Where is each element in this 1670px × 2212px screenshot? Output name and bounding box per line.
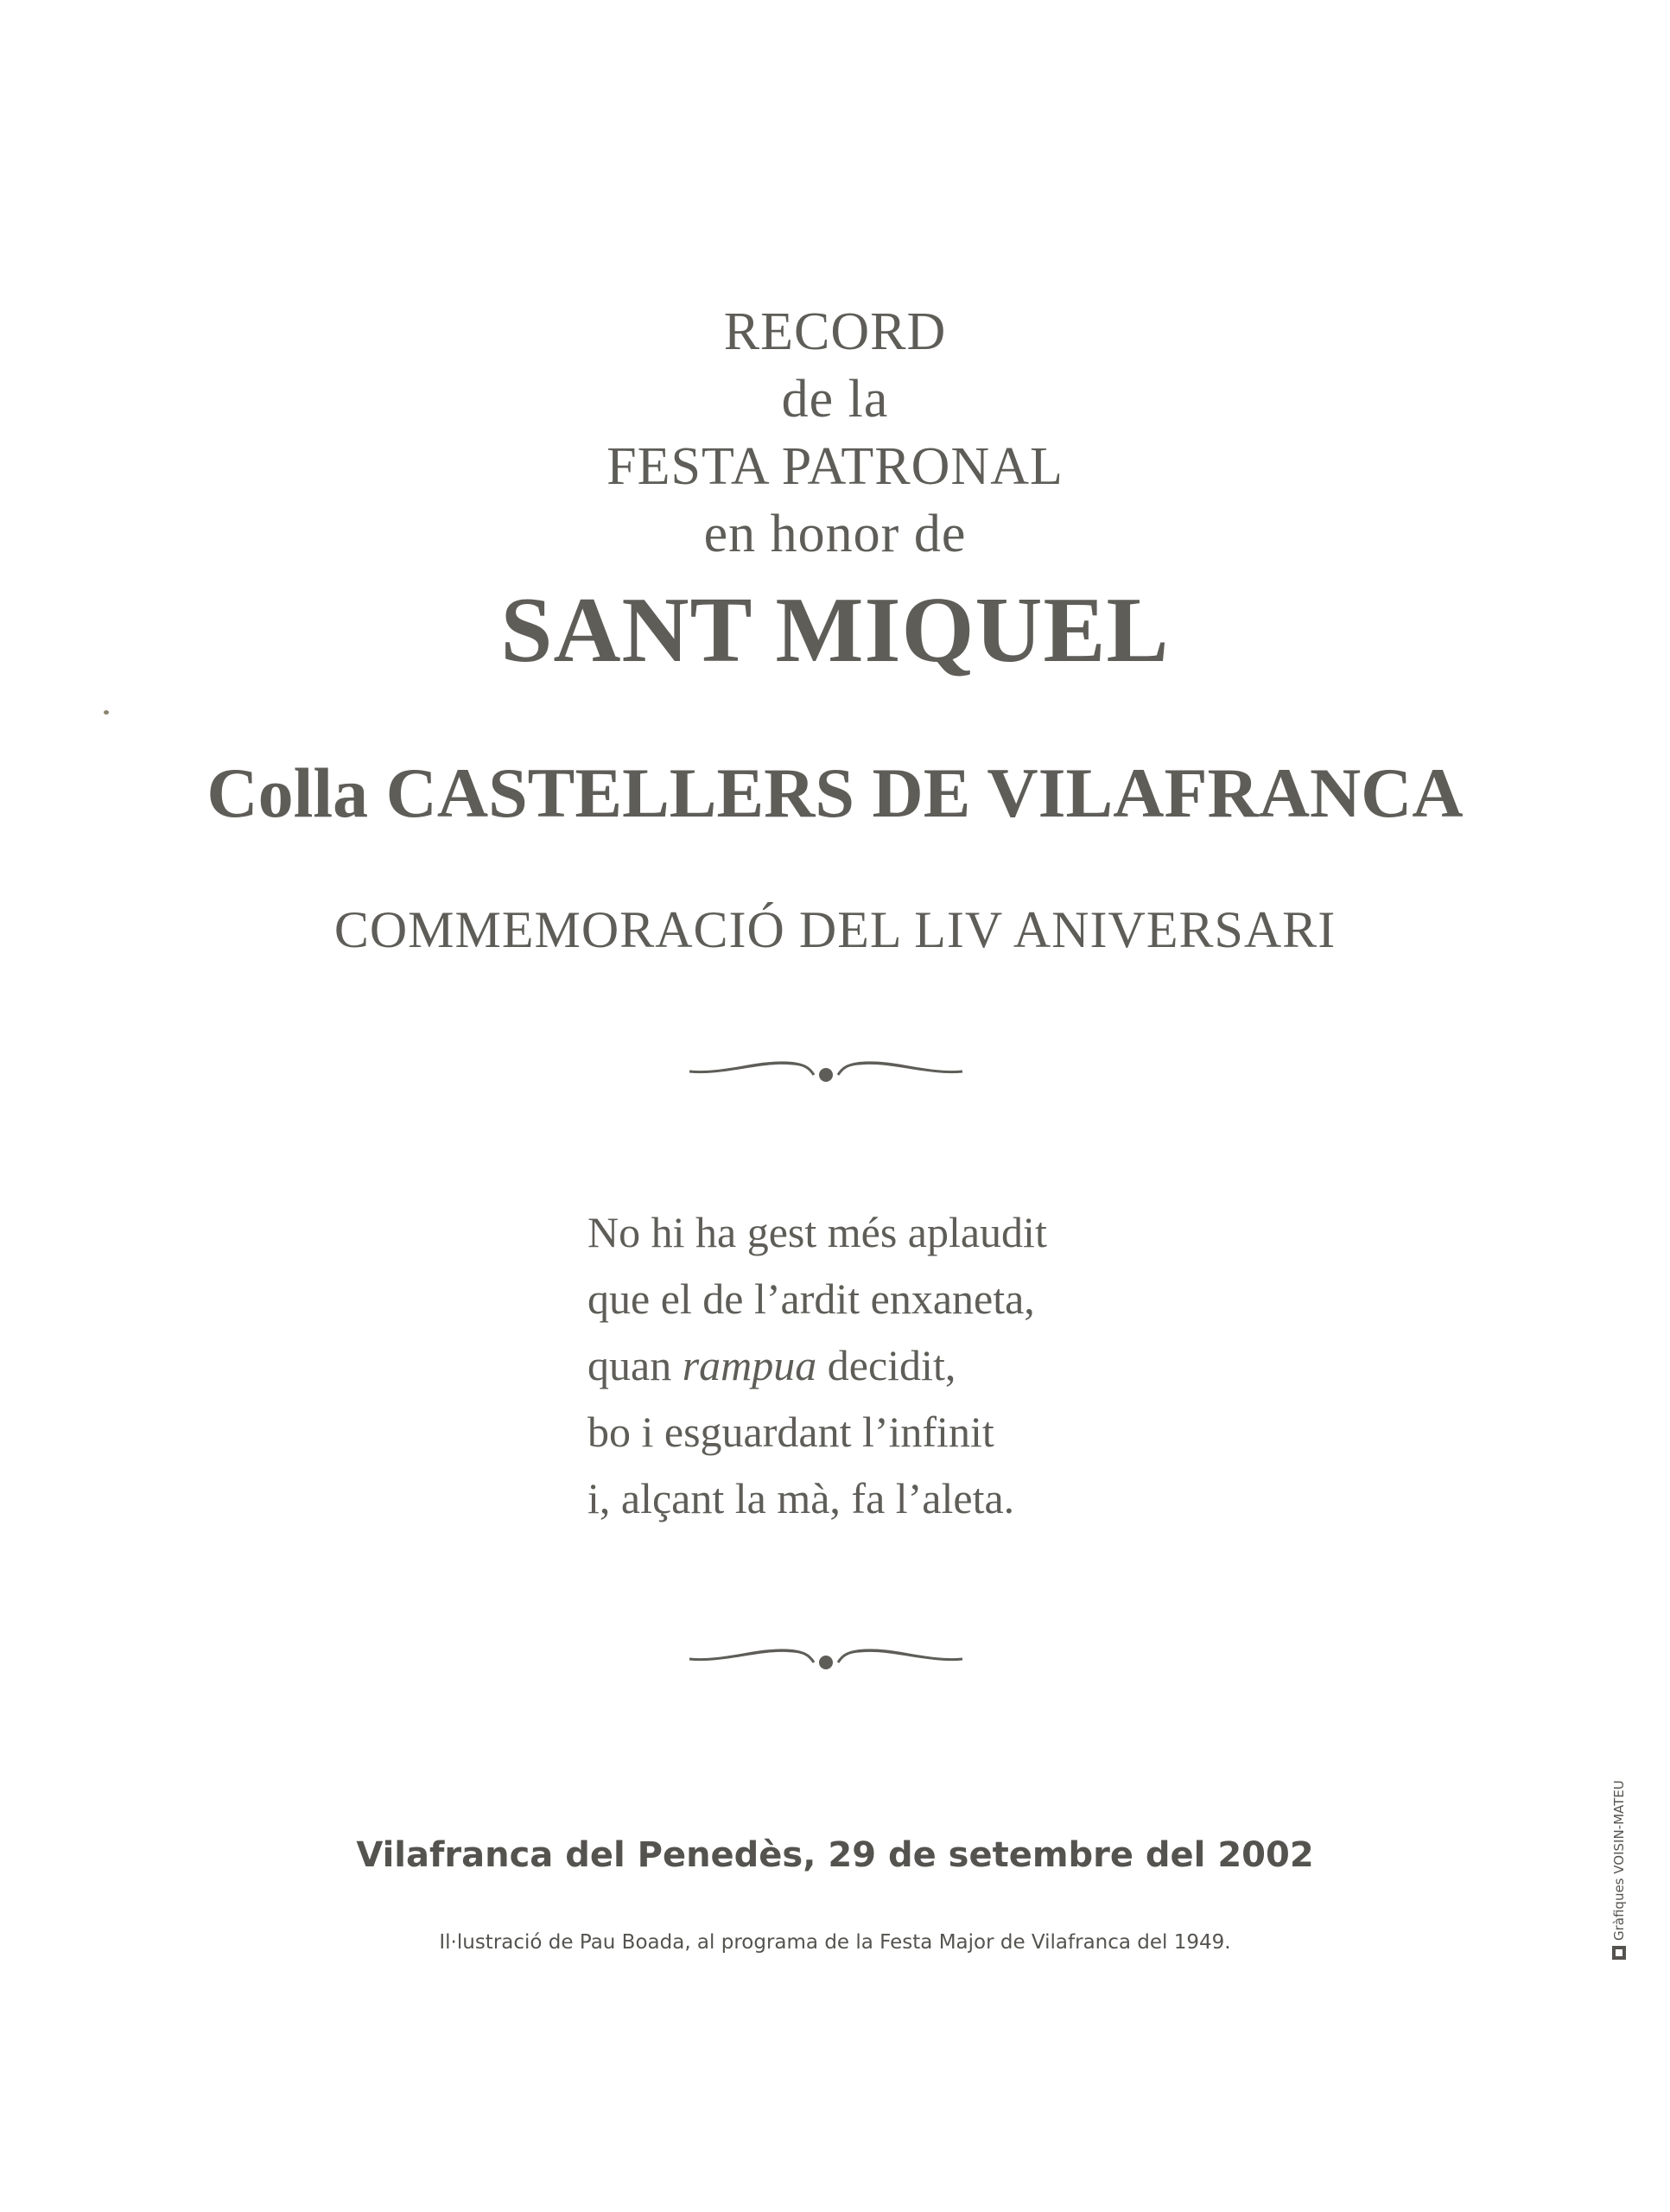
ornament-divider-bottom <box>688 1643 964 1678</box>
illustration-credit: Il·lustració de Pau Boada, al programa de la Festa Major de Vilafranca del 1949. <box>439 1931 1231 1954</box>
heading-festa-patronal: FESTA PATRONAL <box>606 437 1064 496</box>
heading-de-la: de la <box>781 370 889 429</box>
verse <box>587 1199 1365 1532</box>
verse-line-3 <box>587 1332 1365 1399</box>
anniversary-line: COMMEMORACIÓ DEL LIV ANIVERSARI <box>333 901 1337 958</box>
printer-mark <box>1609 1761 1629 1960</box>
ornament-divider-top <box>688 1056 964 1090</box>
printer-logo-icon <box>1612 1946 1626 1960</box>
verse-line-2: que el de l’ardit enxaneta, <box>587 1274 1035 1323</box>
paper-speck <box>104 710 109 715</box>
place-and-date: Vilafranca del Penedès, 29 de setembre del 2002 <box>356 1835 1314 1875</box>
heading-en-honor-de: en honor de <box>703 505 967 563</box>
verse-line-4: bo i esguardant l’infinit <box>587 1408 994 1456</box>
heading-record: RECORD <box>723 302 947 361</box>
printer-name: Gràfiques VOISIN-MATEU <box>1611 1780 1627 1941</box>
verse-line-1: No hi ha gest més aplaudit <box>587 1208 1047 1256</box>
printer-imprint <box>1609 1761 1629 1960</box>
verse-line-5: i, alçant la mà, fa l’aleta. <box>587 1474 1015 1522</box>
verse-line-3-end: decidit, <box>816 1341 956 1389</box>
colla-name: Colla CASTELLERS DE VILAFRANCA <box>206 753 1464 832</box>
verse-line-3-start: quan <box>587 1341 683 1389</box>
saint-name-title: SANT MIQUEL <box>500 579 1170 682</box>
verse-italic-word: rampua <box>682 1341 817 1389</box>
